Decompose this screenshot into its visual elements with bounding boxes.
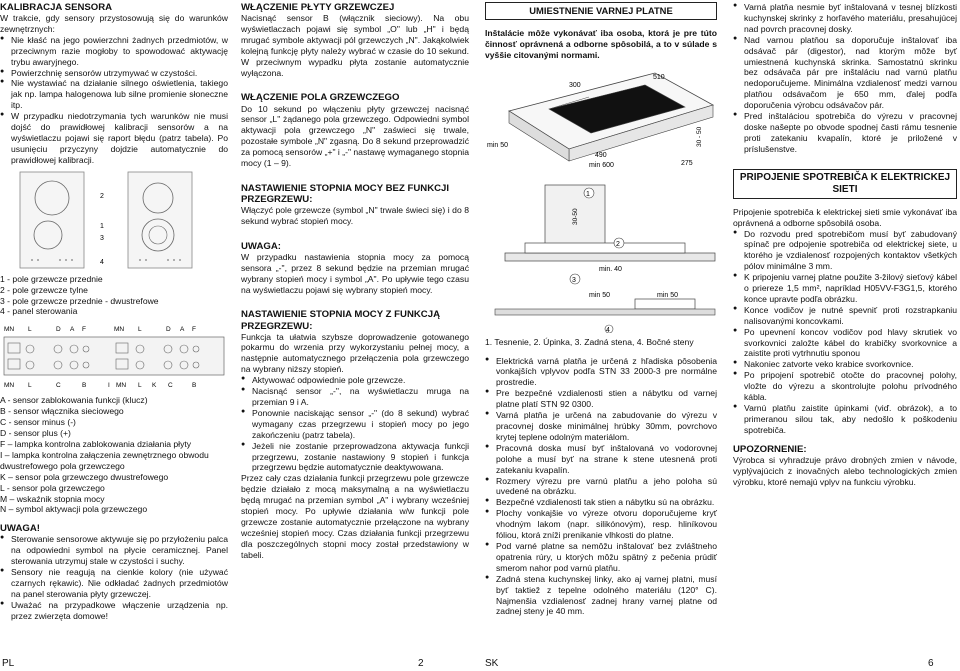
legend-item: I – lampka kontrolna załączenia zewnętrznego obwodu dwustrefowego pola grzewczego: [0, 449, 209, 471]
list-item: ● Ponownie naciskając sensor „-" (do 8 sekund) wybrać wymagany czas przegrzewu i stopień mocy po jego zakończeniu (patrz tabela).: [241, 408, 469, 441]
svg-text:C: C: [56, 382, 61, 390]
cutout-dimensions-figure: [485, 65, 717, 173]
legend-item: F – lampka kontrolna zablokowania działania płyty: [0, 438, 192, 449]
preheat-steps: [241, 375, 469, 473]
svg-text:min 50: min 50: [589, 291, 611, 299]
svg-text:B: B: [192, 382, 197, 390]
list-item: ● Sensory nie reagują na cienkie kolory (nie używać czarnych rękawic). Nie odkładać żadnych przedmiotów na panel sterowania płyty grzewczej.: [0, 567, 228, 600]
panel-top-letters: [4, 326, 196, 333]
hob-outline-left: [20, 172, 84, 268]
svg-text:L: L: [28, 382, 32, 390]
calibration-list: [0, 35, 228, 166]
section-text: Do 10 sekund po włączeniu płyty grzewczej nacisnąć sensor „L" żądanego pola grzewczego. Odpowiedni symbol aktywacji pola grzewczego „N" zaświeci się trwale, pozostałe symbole „N" zgasną. Do 8 sekund przeprowadzić za pomocą sensorów „+" i „-" nastawę wymaganego stopnia mocy (1 – 9).: [241, 103, 469, 169]
svg-text:A: A: [180, 326, 185, 334]
list-item: ● Do rozvodu pred spotrebičom musí byť zabudovaný spínač pre odpojenie spotrebiča od elektrickej siete, u ktorého je vzdialenosť rozpojených kontaktov všetkých pólov minimálne 3 mm.: [733, 229, 957, 273]
legend-item: N – symbol aktywacji pola grzewczego: [0, 504, 148, 515]
electrical-intro: Pripojenie spotrebiča k elektrickej sieti smie vykonávať iba oprávnená a odborne spôsobilá osoba.: [733, 206, 957, 228]
electrical-list: [733, 229, 957, 436]
list-item: ● Pre bezpečné vzdialenosti stien a nábytku od varnej platne platí STN 92 0300.: [485, 388, 717, 410]
hob-layout-figure: [0, 170, 228, 270]
svg-text:B: B: [82, 382, 87, 390]
legend-item: M – wskaźnik stopnia mocy: [0, 493, 105, 504]
legend-item: K – sensor pola grzewczego dwustrefowego: [0, 471, 169, 482]
legend-item: C - sensor minus (-): [0, 417, 76, 428]
legend-item: 3 - pole grzewcze przednie - dwustrefowe: [0, 295, 159, 306]
placement-heading: UMIESTNENIE VARNEJ PLATNE: [485, 2, 717, 20]
footer-page-right: 6: [928, 658, 934, 669]
section-heading: NASTAWIENIE STOPNIA MOCY Z FUNKCJĄ PRZEGRZEWU:: [241, 309, 440, 332]
installation-list: [485, 356, 717, 618]
legend-item: D - sensor plus (+): [0, 428, 71, 439]
footer-lang-left: PL: [2, 658, 15, 669]
list-item: ● Plochy vonkajšie vo výreze otvoru doporučujeme kryť vhodným lakom (napr. silikónovým), resp. hliníkovou fóliou, ktorá zníži prenikanie vlhkosti do platne.: [485, 508, 717, 541]
svg-text:275: 275: [681, 159, 693, 167]
list-item: ● Nacisnąć sensor „-", na wyświetlaczu mruga na przemian 9 i A.: [241, 386, 469, 408]
svg-text:A: A: [70, 326, 75, 334]
list-item: ● Rozmery výrezu pre varnú platňu a jeho poloha sú uvedené na obrázku.: [485, 476, 717, 498]
column-pl-right: [241, 2, 469, 561]
list-item: ● Aktywować odpowiednie pole grzewcze.: [241, 375, 469, 386]
footer-page-left: 2: [418, 658, 424, 669]
list-item: ● Jeżeli nie zostanie przeprowadzona aktywacja funkcji przegrzewu, zostanie nastawiony 9 stopień i funkcja przegrzewu będzie automatycznie deaktywowana.: [241, 441, 469, 474]
list-item: ● Nie kłaść na jego powierzchni żadnych przedmiotów, w przeciwnym razie mogłoby to spowodować aktywację trybu awaryjnego.: [0, 35, 228, 68]
electrical-connection-heading: PRIPOJENIE SPOTREBIČA K ELEKTRICKEJ SIETI: [733, 169, 957, 199]
svg-text:D: D: [166, 326, 171, 334]
svg-text:MN: MN: [4, 382, 15, 390]
installation-section-figure: [485, 183, 717, 333]
section-text: Przez cały czas działania funkcji przegrzewu pole grzewcze będzie działało z mocą maksymalną a na wyświetlaczu będą mrugać na przemian symbol „A" i wybrany wcześniej stopień mocy. Po upływie działania w/w funkcji pole grzewcze zostanie automatycznie przełączone na wybrany wcześniej stopień mocy. Czas działania funkcji przegrzewu dla poszczególnych stopni mocy został przedstawiony w tabeli.: [241, 473, 469, 560]
svg-text:L: L: [28, 326, 32, 334]
svg-text:D: D: [56, 326, 61, 334]
hob-legend: [0, 274, 228, 318]
list-item: ● Varná platňa nesmie byť inštalovaná v tesnej blízkosti kuchynskej skrinky z horľavého materiálu, presahujúcej nad povrch pracovnej dosky.: [733, 2, 957, 35]
figure-number-4: 4: [100, 258, 104, 266]
list-item: ● Varná platňa je určená na zabudovanie do výrezu v pracovnej doske minimálnej hrúbky 30mm, povrchovo krytej teplene odolným materiálom.: [485, 410, 717, 443]
section-text: W przypadku nastawienia stopnia mocy za pomocą sensora „-", przez 8 sekund będzie na przemian mrugać wybrany stopień mocy i symbol „A". Po upływie tego czasu na wyświetlaczu pojawi się wybrany stopień mocy.: [241, 251, 469, 295]
panel-bottom-letters: [4, 382, 196, 389]
list-item: ● W przypadku niedotrzymania tych warunków nie musi dojść do prawidłowej kalibracji sensorów a na wyświetlaczu pojawi się raport błędu (patrz tabela). Po usunięciu przyczyny dojdzie automatycznie do prawidłowej kalibracji.: [0, 111, 228, 166]
svg-text:4: 4: [606, 326, 610, 333]
svg-text:min 50: min 50: [657, 291, 679, 299]
control-panel-strip: [4, 337, 224, 375]
section-heading: UWAGA:: [241, 240, 281, 252]
list-item: ● K pripojeniu varnej platne použite 3-žilový sieťový kábel o priereze 1,5 mm², napríklad H05VV-F3G1,5, ktorého konce upravte podľa obrázku.: [733, 272, 957, 305]
legend-item: 1 - pole grzewcze przednie: [0, 273, 103, 284]
legend-item: B - sensor włącznika sieciowego: [0, 406, 124, 417]
svg-text:1: 1: [586, 190, 590, 198]
warning-heading: UWAGA!: [0, 523, 40, 535]
legend-item: L - sensor pola grzewczego: [0, 482, 105, 493]
warning-list: [0, 534, 228, 621]
list-item: ● Po pripojení spotrebič otočte do pracovnej polohy, vložte do výrezu a skontrolujte polohu prívodného kábla.: [733, 370, 957, 403]
svg-text:F: F: [192, 326, 196, 334]
column-sk-left: [485, 2, 717, 617]
list-item: ● Powierzchnię sensorów utrzymywać w czystości.: [0, 68, 228, 79]
column-sk-right: [733, 2, 957, 487]
list-item: ● Po upevnení koncov vodičov pod hlavy skrutiek vo svorkovnici založte kábel do krabičky svorkovnice a zaistite proti vytrhnutiu sponou: [733, 327, 957, 360]
sensor-legend: [0, 395, 228, 515]
svg-text:I: I: [108, 382, 110, 390]
svg-text:L: L: [138, 326, 142, 334]
control-panel-diagram: [0, 323, 228, 391]
sensor-calibration-heading: KALIBRACJA SENSORA: [0, 2, 113, 13]
svg-text:30-50: 30-50: [572, 208, 579, 225]
section-heading: NASTAWIENIE STOPNIA MOCY BEZ FUNKCJI PRZEGRZEWU:: [241, 182, 450, 205]
list-item: ● Konce vodičov je nutné spevniť proti rozstrapkaniu nalisovanými koncovkami.: [733, 305, 957, 327]
svg-text:510: 510: [653, 73, 665, 81]
svg-text:min 50: min 50: [487, 141, 509, 149]
section-text: Włączyć pole grzewcze (symbol „N" trwale świeci się) i do 8 sekund wybrać stopień mocy.: [241, 205, 469, 226]
figure-number-2: 2: [100, 192, 104, 200]
section-heading: WŁĄCZENIE PŁYTY GRZEWCZEJ: [241, 2, 395, 13]
svg-text:490: 490: [595, 151, 607, 159]
figure-caption: 1. Tesnenie, 2. Úpinka, 3. Zadná stena, 4. Bočné steny: [485, 336, 694, 347]
svg-text:L: L: [138, 382, 142, 390]
list-item: ● Sterowanie sensorowe aktywuje się po przyłożeniu palca na odpowiedni symbol na płycie ceramicznej. Panel sterowania utrzymuj stale w czystości i suchy.: [0, 534, 228, 567]
list-item: ● Nie wystawiać na działanie silnego oświetlenia, takiego jak np. lampa halogenowa lub silne promienie słoneczne itp.: [0, 78, 228, 111]
footer-lang-right: SK: [485, 658, 499, 669]
section-text: Funkcja ta ułatwia szybsze doprowadzenie gotowanego pokarmu do wrzenia przy wykorzystaniu pełnej mocy, a następnie automatycznego przełączenia pola grzewczego na wybrany niższy stopień.: [241, 331, 469, 375]
list-item: ● Bezpečné vzdialenosti tak stien a nábytku sú na obrázku.: [485, 497, 717, 508]
svg-text:300: 300: [569, 81, 581, 89]
svg-text:F: F: [82, 326, 86, 334]
notice-text: Výrobca si vyhradzuje právo drobných zmien v návode, vyplývajúcich z inovačných alebo technologických zmien výrobku, ktoré nemajú vplyv na funkciu výrobku.: [733, 454, 957, 487]
calibration-intro: W trakcie, gdy sensory przystosowują się do warunków zewnętrznych:: [0, 13, 228, 34]
svg-text:3: 3: [572, 276, 576, 284]
legend-item: A - sensor zablokowania funkcji (klucz): [0, 395, 148, 406]
list-item: ● Uważać na przypadkowe włączenie urządzenia np. przez zwierzęta domowe!: [0, 600, 228, 622]
svg-text:2: 2: [616, 240, 620, 248]
list-item: ● Varnú platňu zaistite úpinkami (viď. obrázok), a to primeranou silou tak, aby nedošlo k poškodeniu spotrebiča.: [733, 403, 957, 436]
legend-item: 2 - pole grzewcze tylne: [0, 284, 88, 295]
section-heading: WŁĄCZENIE POLA GRZEWCZEGO: [241, 92, 400, 104]
svg-text:MN: MN: [4, 326, 15, 334]
svg-text:C: C: [168, 382, 173, 390]
placement-list-continued: [733, 2, 957, 155]
svg-text:min 600: min 600: [589, 161, 614, 169]
svg-text:30 - 50: 30 - 50: [696, 126, 703, 147]
list-item: ● Pred inštaláciou spotrebiča do výrezu v pracovnej doske našepte po obvode spodnej časti rámu tesnenie proti zatekaniu kvapalín, ktoré je priložené v príslušenstve.: [733, 111, 957, 155]
legend-item: 4 - panel sterowania: [0, 306, 78, 317]
svg-text:min. 40: min. 40: [599, 265, 622, 273]
column-pl-left: [0, 2, 228, 622]
list-item: ● Zadná stena kuchynskej linky, ako aj varnej platni, musí byť taktiež z tepelne odolného materiálu (120° C). Najmenšia vzdialenosť zadnej hrany varnej platne od zadnej steny je 40 mm.: [485, 574, 717, 618]
list-item: ● Nakoniec zatvorte veko krabice svorkovnice.: [733, 359, 957, 370]
svg-text:MN: MN: [114, 326, 125, 334]
list-item: ● Nad varnou platňou sa doporučuje inštalovať iba odsávač pár (digestor), nad ktorým môže byť umiestnená kuchynská skrinka. Samostatnú skrinku bez odsávača pár pre inštaláciu nad varnú platňu nedoporučujeme. Minimálna vzdialenosť medzi varnou platňou odsávačom je 650 mm, ďalej podľa doporučenia výrobcu odsávačov pár.: [733, 35, 957, 111]
svg-text:MN: MN: [116, 382, 127, 390]
list-item: ● Pracovná doska musí byť inštalovaná vo vodorovnej polohe a musí byť na strane k stene utesnená proti zatekaniu kvapalín.: [485, 443, 717, 476]
figure-number-1: 1: [100, 222, 104, 230]
notice-heading: UPOZORNENIE:: [733, 443, 807, 455]
figure-number-3: 3: [100, 234, 104, 242]
placement-intro: Inštalácie môže vykonávať iba osoba, ktorá je pre túto činnosť oprávnená a odborne spôsobilá, a to v súlade s vyššie citovanými normami.: [485, 27, 717, 60]
list-item: ● Elektrická varná platňa je určená z hľadiska pôsobenia vonkajších vplyvov podľa STN 33 2000-3 pre normálne prostredie.: [485, 356, 717, 389]
hob-outline-right: [128, 172, 192, 268]
list-item: ● Pod varné platne sa nemôžu inštalovať bez zvláštneho opatrenia rúry, u ktorých môžu spätný z pečenia prúdiť smerom nahor pod varnú platňu.: [485, 541, 717, 574]
section-text: Nacisnąć sensor B (włącznik sieciowy). Na obu wyświetlaczach pojawi się symbol „O" lub „H" i będą mrugać symbole aktywacji pól grzewczych „N". Jakąkolwiek kolejną funkcję płyty należy wybrać w czasie do 10 sekund. W przeciwnym wypadku płyta zostanie automatycznie wyłączona.: [241, 13, 469, 78]
svg-text:K: K: [152, 382, 157, 390]
